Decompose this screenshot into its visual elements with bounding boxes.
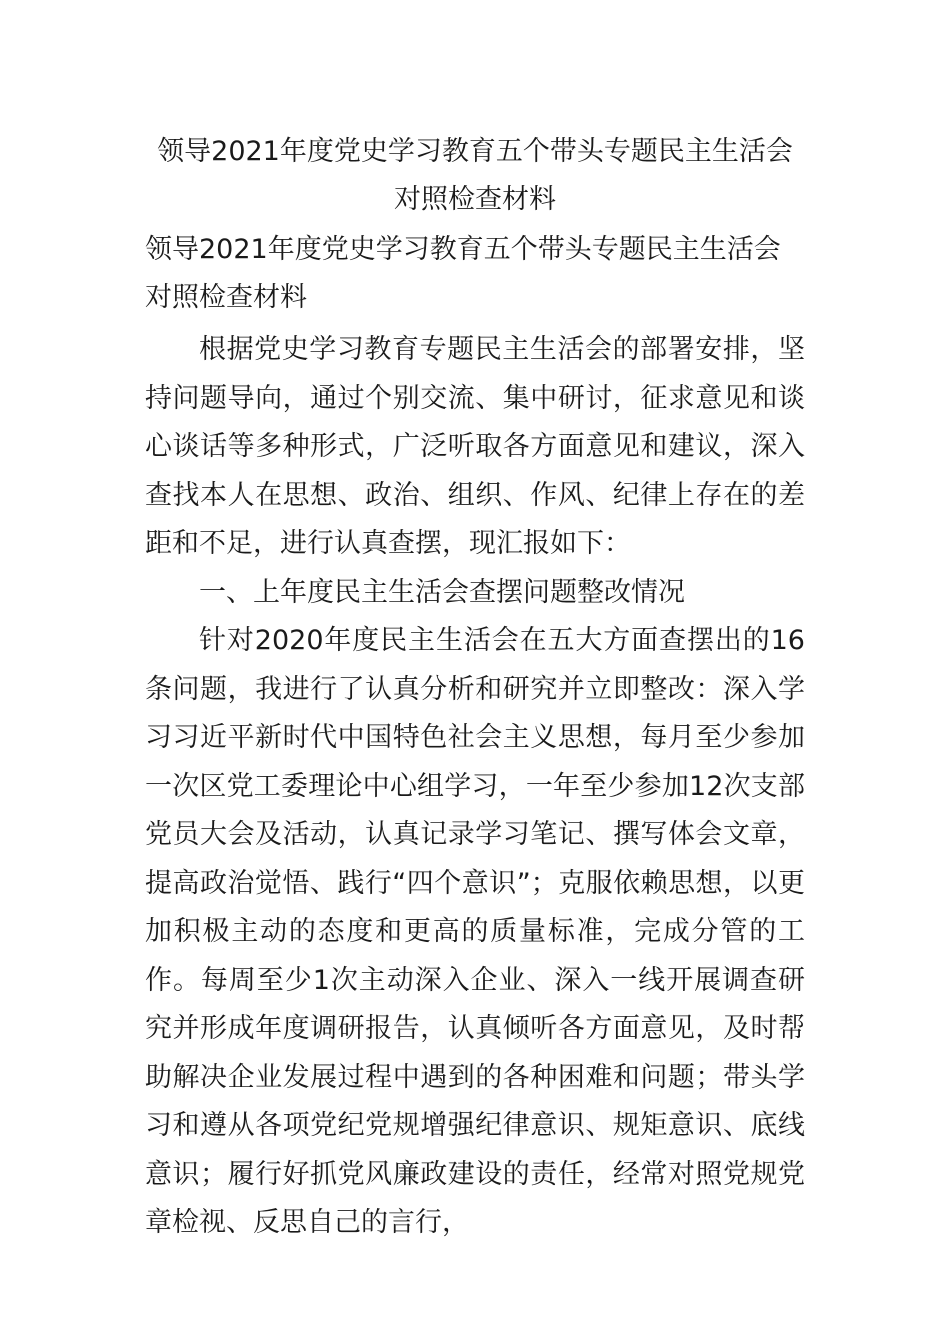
document-title: 领导2021年度党史学习教育五个带头专题民主生活会对照检查材料: [157, 136, 793, 215]
body-paragraph: 针对2020年度民主生活会在五大方面查摆出的16条问题，我进行了认真分析和研究并立即整改：深入学习习近平新时代中国特色社会主义思想，每月至少参加一次区党工委理论中心组学习，一年至少参加12次支部党员大会及活动，认真记录学习笔记、撰写体会文章，提高政治觉悟、践行“四个意识”；克服依赖思想，以更加积极主动的态度和更高的质量标准，完成分管的工作。每周至少1次主动深入企业、深入一线开展调查研究并形成年度调研报告，认真倾听各方面意见，及时帮助解决企业发展过程中遇到的各种困难和问题；带头学习和遵从各项党纪党规增强纪律意识、规矩意识、底线意识；履行好抓党风廉政建设的责任，经常对照党规党章检视、反思自己的言行，: [145, 625, 805, 1238]
body-paragraph: 根据党史学习教育专题民主生活会的部署安排，坚持问题导向，通过个别交流、集中研讨，征求意见和谈心谈话等多种形式，广泛听取各方面意见和建议，深入查找本人在思想、政治、组织、作风、纪律上存在的差距和不足，进行认真查摆，现汇报如下：: [145, 334, 805, 559]
section-heading: 一、上年度民主生活会查摆问题整改情况: [199, 576, 685, 608]
document-subtitle: 领导2021年度党史学习教育五个带头专题民主生活会对照检查材料: [145, 234, 781, 313]
document-body: [145, 326, 805, 1248]
